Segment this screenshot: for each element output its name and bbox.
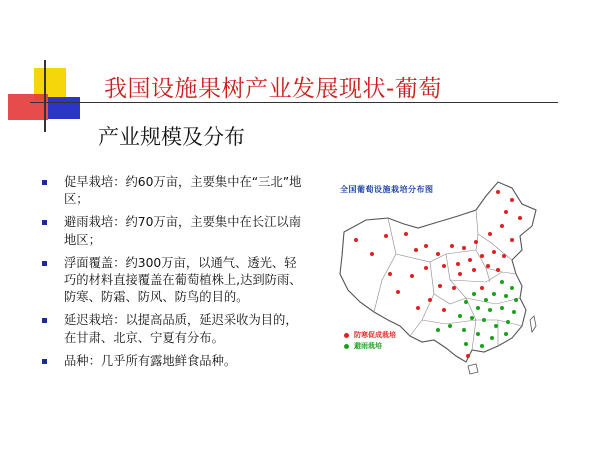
green-dot [476, 332, 480, 336]
red-dot [456, 262, 460, 266]
red-dot [504, 210, 508, 214]
red-dot [424, 244, 428, 248]
bullet-item [40, 312, 302, 346]
deco-vertical-line [44, 60, 46, 132]
red-dot [496, 268, 500, 272]
red-dot [462, 246, 466, 250]
red-dot [492, 250, 496, 254]
green-dot [490, 336, 494, 340]
red-dot [436, 252, 440, 256]
green-dot [500, 306, 504, 310]
green-dot [512, 310, 516, 314]
bullet-item [40, 214, 302, 248]
bullet-item [40, 174, 302, 208]
green-dot [484, 298, 488, 302]
red-dot [480, 254, 484, 258]
green-dot [494, 324, 498, 328]
section-heading: 产业规模及分布 [98, 125, 245, 149]
red-dot [442, 264, 446, 268]
green-dot [500, 280, 504, 284]
red-dot [452, 286, 456, 290]
red-dot [496, 190, 500, 194]
bullet-marker-icon [42, 318, 47, 323]
bullet-item [40, 353, 302, 370]
taiwan-island [530, 316, 536, 332]
green-dot [510, 286, 514, 290]
red-dot [488, 232, 492, 236]
green-dot [480, 344, 484, 348]
bullet-list [40, 174, 302, 376]
bullet-marker-icon [42, 220, 47, 225]
bullet-text: 避雨栽培：约70万亩，主要集中在长江以南地区； [64, 215, 301, 247]
red-dot [458, 272, 462, 276]
red-dot [438, 284, 442, 288]
red-dot [442, 308, 446, 312]
green-dot [436, 328, 440, 332]
red-dot [510, 198, 514, 202]
bullet-text: 品种：几乎所有露地鲜食品种。 [64, 353, 237, 368]
legend-item-green [344, 341, 382, 351]
red-dot [388, 272, 392, 276]
red-dot [510, 238, 514, 242]
slide-title: 我国设施果树产业发展现状-葡萄 [104, 76, 442, 102]
green-dot [482, 318, 486, 322]
green-dot [488, 308, 492, 312]
green-dot [492, 292, 496, 296]
red-dot [396, 290, 400, 294]
red-dot [480, 286, 484, 290]
red-dot [518, 216, 522, 220]
red-dot [404, 232, 408, 236]
red-dot [354, 238, 358, 242]
red-dot [450, 244, 454, 248]
red-dot [424, 266, 428, 270]
green-dot [476, 306, 480, 310]
hainan-island [468, 364, 478, 374]
red-dot [472, 268, 476, 272]
bullet-marker-icon [42, 261, 47, 266]
red-dot [370, 252, 374, 256]
green-dot [448, 324, 452, 328]
green-dot [470, 316, 474, 320]
deco-red-square [8, 94, 48, 120]
red-dot [486, 264, 490, 268]
bullet-item [40, 255, 302, 307]
legend-label: 避雨栽培 [354, 342, 382, 350]
green-dot [462, 328, 466, 332]
red-dot [414, 248, 418, 252]
red-dot [474, 240, 478, 244]
bullet-marker-icon [42, 180, 47, 185]
legend-item-red [344, 330, 396, 340]
deco-blue-square [48, 97, 80, 119]
red-dot [428, 298, 432, 302]
red-dot [466, 354, 470, 358]
red-dot [384, 234, 388, 238]
green-dot-icon [344, 344, 349, 349]
green-dot [458, 314, 462, 318]
bullet-text: 延迟栽培：以提高品质，延迟采收为目的，在甘肃、北京、宁夏有分布。 [64, 313, 298, 345]
red-dot [416, 306, 420, 310]
green-dot [464, 342, 468, 346]
green-dot [504, 332, 508, 336]
bullet-marker-icon [42, 359, 47, 364]
corner-decoration [0, 0, 90, 140]
red-dot [468, 258, 472, 262]
green-dot [464, 300, 468, 304]
green-dot [514, 298, 518, 302]
green-dot [504, 294, 508, 298]
red-dot-icon [344, 333, 349, 338]
red-dot [500, 224, 504, 228]
legend-label: 防寒促成栽培 [354, 331, 396, 339]
map-title: 全国葡萄设施栽培分布图 [340, 185, 434, 194]
red-dot [410, 274, 414, 278]
bullet-text: 促早栽培：约60万亩，主要集中在“三北”地区； [64, 175, 302, 207]
red-dot [502, 254, 506, 258]
green-dot [472, 292, 476, 296]
green-dot [506, 320, 510, 324]
bullet-text: 浮面覆盖：约300万亩，以通气、透光、轻巧的材料直接覆盖在葡萄植株上,达到防雨、防寒、防霜、防风、防鸟的目的。 [64, 255, 302, 305]
